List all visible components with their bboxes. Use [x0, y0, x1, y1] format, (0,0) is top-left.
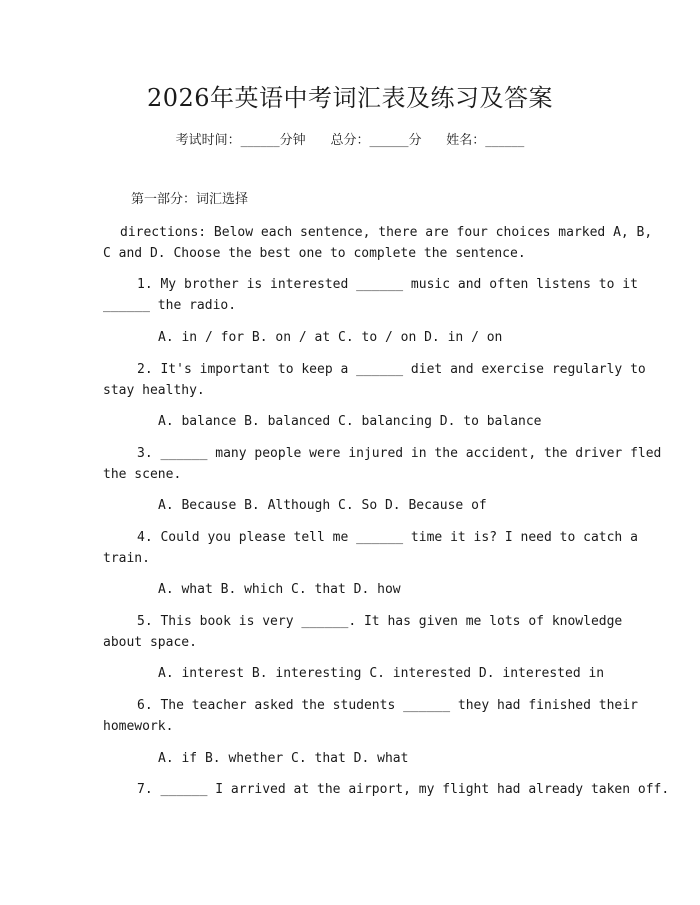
question-stem: 4. Could you please tell me ______ time it is? I need to catch a: [137, 530, 638, 545]
question-options: A. what B. which C. that D. how: [158, 582, 401, 597]
question-options: A. balance B. balanced C. balancing D. to balance: [158, 414, 542, 429]
question-options: A. in / for B. on / at C. to / on D. in / on: [158, 330, 503, 345]
directions-line: C and D. Choose the best one to complete the sentence.: [103, 246, 526, 261]
name-label: 姓名：______: [446, 133, 525, 148]
question-stem: 2. It's important to keep a ______ diet and exercise regularly to: [137, 362, 646, 377]
section-title: 第一部分：词汇选择: [131, 192, 249, 207]
question-stem: the scene.: [103, 467, 182, 482]
question-stem: 6. The teacher asked the students ______ they had finished their: [137, 698, 638, 713]
directions-line: directions: Below each sentence, there are four choices marked A, B,: [120, 225, 653, 240]
question-stem: stay healthy.: [103, 383, 205, 398]
question-stem: 3. ______ many people were injured in the accident, the driver fled: [137, 446, 662, 461]
question-stem: 7. ______ I arrived at the airport, my flight had already taken off.: [137, 782, 670, 797]
page-title: 2026年英语中考词汇表及练习及答案: [146, 84, 554, 112]
question-stem: 5. This book is very ______. It has given me lots of knowledge: [137, 614, 623, 629]
question-stem: train.: [103, 551, 150, 566]
question-stem: homework.: [103, 719, 174, 734]
time-label: 考试时间：______分钟: [175, 133, 306, 148]
question-options: A. if B. whether C. that D. what: [158, 751, 409, 766]
question-stem: ______ the radio.: [103, 298, 237, 313]
question-stem: 1. My brother is interested ______ music and often listens to it: [137, 277, 638, 292]
question-options: A. Because B. Although C. So D. Because of: [158, 498, 487, 513]
question-options: A. interest B. interesting C. interested D. interested in: [158, 666, 605, 681]
question-stem: about space.: [103, 635, 197, 650]
score-label: 总分：______分: [330, 133, 422, 148]
exam-meta: [0, 131, 700, 151]
